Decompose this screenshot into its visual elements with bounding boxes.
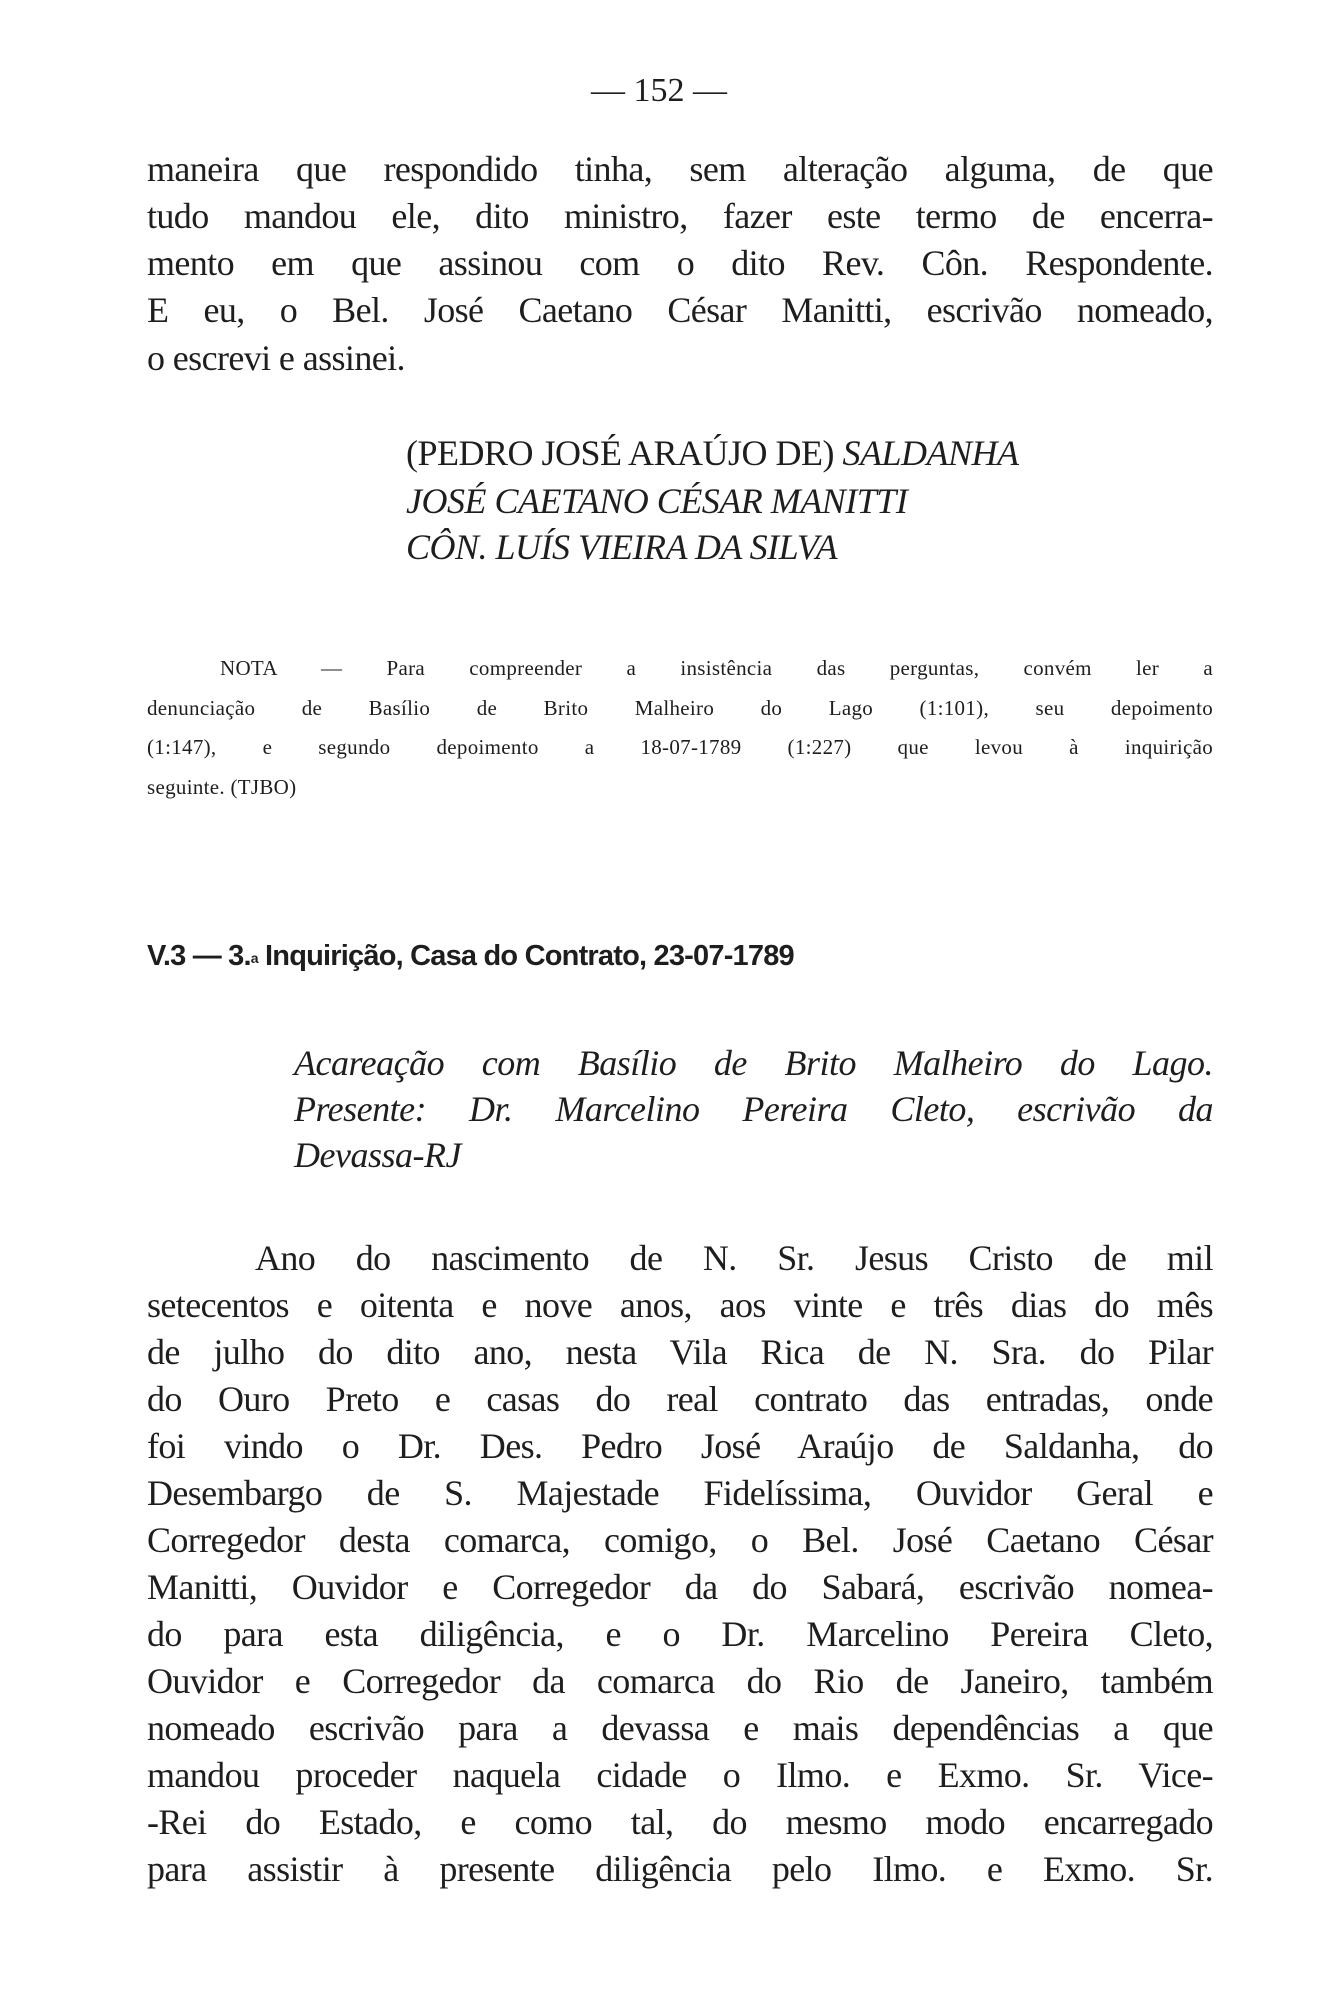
signature-name: SALDANHA [842, 433, 1019, 473]
signature-name: JOSÉ CAETANO CÉSAR MANITTI [406, 481, 908, 521]
text-line: mandou proceder naquela cidade o Ilmo. e Exmo. Sr. Vice- [147, 1755, 1213, 1795]
text-line: Manitti, Ouvidor e Corregedor da do Sabará, escrivão nomea- [147, 1567, 1213, 1607]
note-line: NOTA — Para compreender a insistência das perguntas, convém ler a [220, 656, 1213, 680]
signature-name: CÔN. LUÍS VIEIRA DA SILVA [406, 527, 838, 567]
note-line: (1:147), e segundo depoimento a 18-07-1789 (1:227) que levou à inquirição [147, 735, 1213, 759]
ordinal-indicator: a [250, 950, 258, 966]
signature-saldanha [406, 433, 1019, 473]
text-line: o escrevi e assinei. [147, 338, 405, 378]
text-line: maneira que respondido tinha, sem alteração alguma, de que [147, 149, 1213, 189]
subtitle-line: Presente: Dr. Marcelino Pereira Cleto, escrivão da [294, 1089, 1213, 1129]
text-line: do Ouro Preto e casas do real contrato das entradas, onde [147, 1379, 1213, 1419]
text-line: E eu, o Bel. José Caetano César Manitti, escrivão nomeado, [147, 290, 1213, 330]
text-line: mento em que assinou com o dito Rev. Côn. Respondente. [147, 243, 1213, 283]
text-line: do para esta diligência, e o Dr. Marcelino Pereira Cleto, [147, 1614, 1213, 1654]
heading-prefix: V.3 — 3. [147, 940, 251, 972]
heading-title: Inquirição, Casa do Contrato, 23-07-1789 [257, 940, 794, 972]
signature-prefix: (PEDRO JOSÉ ARAÚJO DE) [406, 433, 843, 473]
text-line: Desembargo de S. Majestade Fidelíssima, Ouvidor Geral e [147, 1473, 1213, 1513]
text-line: -Rei do Estado, e como tal, do mesmo modo encarregado [147, 1802, 1213, 1842]
subtitle-line: Devassa-RJ [294, 1135, 461, 1175]
note-line: seguinte. (TJBO) [147, 775, 297, 799]
text-line: para assistir à presente diligência pelo Ilmo. e Exmo. Sr. [147, 1849, 1213, 1889]
text-line: de julho do dito ano, nesta Vila Rica de N. Sra. do Pilar [147, 1332, 1213, 1372]
text-line: foi vindo o Dr. Des. Pedro José Araújo de Saldanha, do [147, 1426, 1213, 1466]
text-line: Corregedor desta comarca, comigo, o Bel. José Caetano César [147, 1520, 1213, 1560]
subtitle-line: Acareação com Basílio de Brito Malheiro do Lago. [294, 1043, 1213, 1083]
text-line: Ano do nascimento de N. Sr. Jesus Cristo de mil [255, 1238, 1213, 1278]
text-line: nomeado escrivão para a devassa e mais dependências a que [147, 1708, 1213, 1748]
text-line: tudo mandou ele, dito ministro, fazer este termo de encerra- [147, 196, 1213, 236]
section-heading [147, 938, 794, 974]
signature-manitti [406, 481, 907, 521]
text-line: setecentos e oitenta e nove anos, aos vinte e três dias do mês [147, 1285, 1213, 1325]
text-line: Ouvidor e Corregedor da comarca do Rio de Janeiro, também [147, 1661, 1213, 1701]
note-line: denunciação de Basílio de Brito Malheiro do Lago (1:101), seu depoimento [147, 696, 1213, 720]
page-number: — 152 — [591, 72, 727, 109]
signature-vieira [406, 527, 837, 567]
